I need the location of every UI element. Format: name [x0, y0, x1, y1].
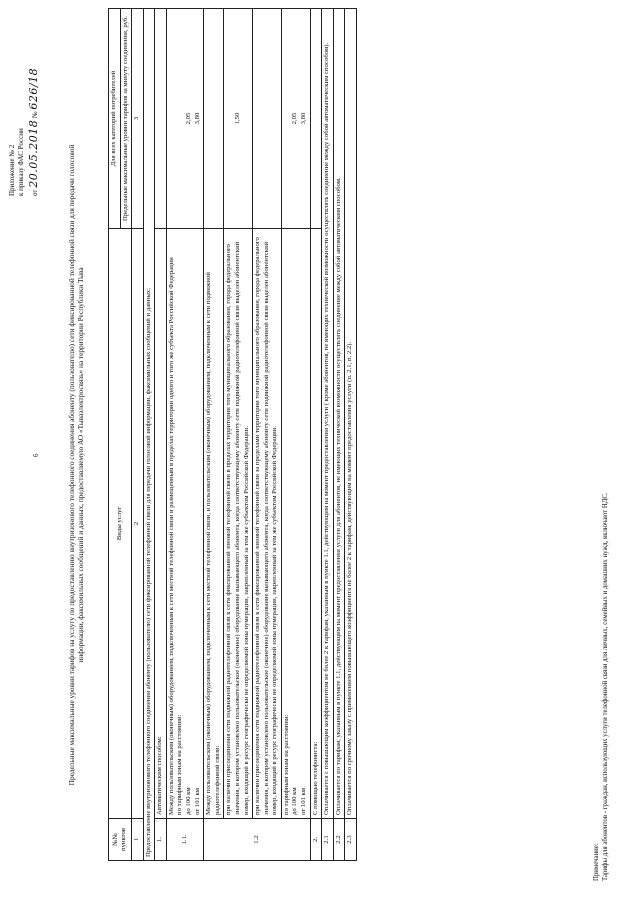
row-number: 1.1.	[166, 819, 203, 861]
header-rate: Предельные максимальные уровни тарифов за минуту соединения, руб.	[120, 9, 132, 229]
value-from-101: 3,80	[193, 112, 201, 125]
row-text: при наличии присоединения сети подвижной радиотелефонной связи к сети фиксированной зоновой телефонной связи в пределах территории того муниципального образования, города федерального значения, в котором установлено пользовательское (оконечное) оборудование вызывающего абонента, когда соответствующему абоненту сети подвижной радиотелефонной связи выделен абонентский номер, входящий в ресурс географически не определяемой зоны нумерации, закрепленный за тем же субъектом Российской Федерации.	[224, 229, 253, 819]
row-text	[166, 229, 203, 819]
row-number: 2.2	[333, 819, 345, 861]
appendix-line-2: к приказу ФАС России	[17, 128, 26, 196]
tariff-table	[108, 8, 357, 861]
row-text: при наличии присоединения сети подвижной радиотелефонной связи к сети фиксированной зоновой телефонной связи за пределами территории того муниципального образования, города федерального значения, в котором установлено пользовательское (оконечное) оборудование вызывающего абонента, когда соответствующему абоненту сети подвижной радиотелефонной связи выделен абонентский номер, входящий в ресурс географически не определяемой зоны нумерации, закрепленный за тем же субъектом Российской Федерации.	[253, 229, 282, 819]
row-value	[253, 9, 282, 229]
notes	[592, 21, 610, 881]
value-from-101: 3,80	[299, 112, 307, 125]
row-value	[166, 9, 203, 229]
row-text: Оплачивается по тарифам, указанным в пункте 1.1, действующим на момент предоставления услуги для абонентов, не имеющих технической возможности осуществлять соединение между собой автоматическим способом.	[333, 9, 345, 819]
title-line-2: информации, факсимильных сообщений и данных, предоставляемую АО «Тываэлектросвязь» на территории Республики Тыва	[76, 267, 86, 663]
row-text: Автоматическим способом:	[155, 229, 167, 819]
value-up-to-100: 2,05	[291, 112, 299, 125]
handwritten-date: 20.05.2018	[26, 119, 40, 188]
row-value	[155, 9, 167, 229]
table-row	[166, 9, 203, 861]
table-row	[345, 9, 357, 861]
row-value	[281, 9, 310, 229]
row-line: по тарифным зонам на расстоянии:	[176, 714, 184, 815]
appendix-line-1: Приложение № 2	[8, 144, 16, 196]
table-row-sub	[253, 9, 282, 861]
row-number: 2.1	[322, 819, 334, 861]
table-row	[155, 9, 167, 861]
row-number: 2.3	[345, 819, 357, 861]
page-number: 6	[32, 453, 40, 457]
value-up-to-100: 2,05	[185, 112, 193, 125]
header-group: Для всех категорий потребителей	[109, 9, 121, 229]
table-header-row-1	[109, 9, 121, 861]
row-line: от 101 км	[299, 787, 307, 815]
row-text: С помощью телефониста:	[310, 229, 322, 819]
table-row	[310, 9, 322, 861]
index-cell-2: 2	[132, 229, 144, 819]
appendix-date-line	[27, 16, 42, 196]
row-text: Между пользовательским (оконечным) оборудованием, подключенным к сети местной телефонной связи, и пользовательским (оконечным) оборудованием, подключенным к сети подвижной радиотелефонной связи:	[204, 229, 224, 819]
row-text: Оплачивается по срочному заказу с применением повышающего коэффициента не более 2 к тарифам, действующим на момент предоставления услуги (п. 2.1, п. 2.2).	[345, 9, 357, 819]
document-title	[67, 85, 86, 845]
notes-label: Примечание:	[593, 843, 600, 881]
section-title: Предоставление внутризонового телефонного соединения абоненту (пользователю) сети фиксированной телефонной связи для передачи голосовой информации, факсимильных сообщений и данных:	[143, 9, 155, 861]
section-title-row	[143, 9, 155, 861]
row-number: 1.2	[204, 819, 310, 861]
header-num: №№ пунктов	[109, 819, 132, 861]
row-number: 1.	[155, 819, 167, 861]
table-row-sub	[281, 9, 310, 861]
appendix-header	[8, 16, 42, 196]
table-row	[322, 9, 334, 861]
row-line: от 101 км	[193, 787, 201, 815]
row-line: до 100 км	[185, 787, 193, 815]
index-row	[132, 9, 144, 861]
row-line: Между пользовательским (оконечным) оборудованием, подключенным к сети местной телефонной связи и размещенным в пределах территории одного и того же субъекта Российской Федерации	[167, 257, 175, 815]
notes-text: Тарифы для абонентов - граждан, использующих услуги телефонной связи для личных, семейных и домашних нужд, включают НДС.	[602, 492, 610, 881]
table-row-sub	[224, 9, 253, 861]
row-value	[310, 9, 322, 229]
date-prefix: от	[30, 189, 39, 196]
table-row	[204, 9, 224, 861]
header-service: Виды услуг	[109, 229, 132, 819]
handwritten-number: 626/18	[26, 67, 40, 110]
title-line-1: Предельные максимальные уровни тарифов на услугу по предоставлению внутризонового телефонного соединения абоненту (пользователю) сети фиксированной телефонной связи для передачи голосовой	[67, 144, 76, 786]
row-text: Оплачивается с повышающим коэффициентом не более 2 к тарифам, указанным в пункте 1.1, действующим на момент предоставления услуги ( кроме абонентов, не имеющих технической возможности осуществлять соединение между собой автоматическим способом).	[322, 9, 334, 819]
row-value	[204, 9, 224, 229]
row-line: до 100 км	[291, 787, 299, 815]
value-local-mobile: 1,50	[224, 9, 253, 229]
row-text	[281, 229, 310, 819]
index-cell-1: 1	[132, 819, 144, 861]
row-number: 2.	[310, 819, 322, 861]
number-prefix: №	[30, 111, 39, 119]
table-row	[333, 9, 345, 861]
index-cell-3: 3	[132, 9, 144, 229]
row-line: по тарифным зонам на расстоянии:	[282, 714, 290, 815]
